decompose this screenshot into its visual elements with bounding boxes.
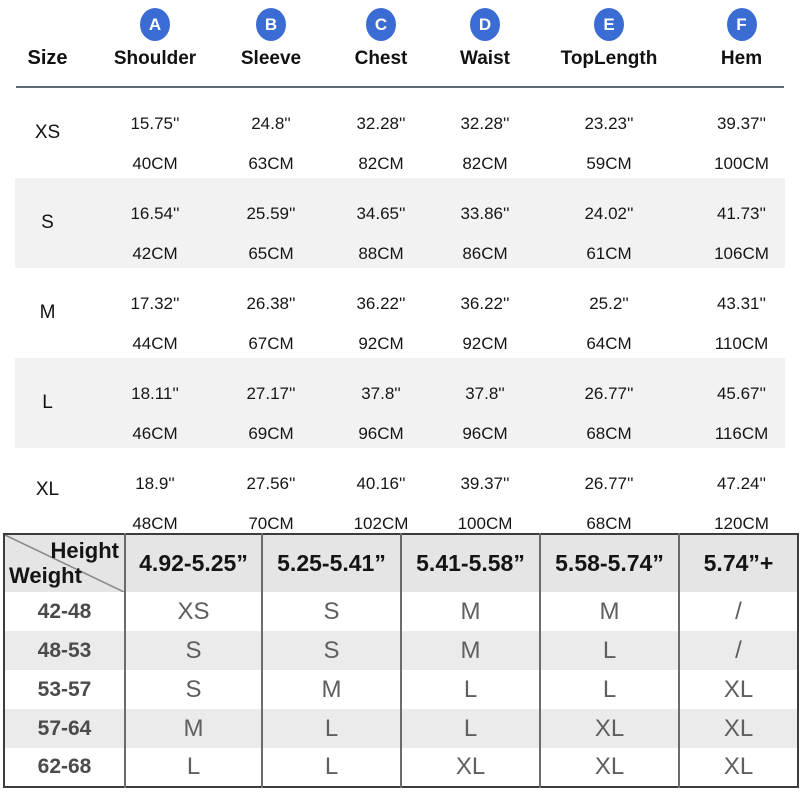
recommended-size: L	[540, 670, 679, 709]
recommended-size: S	[262, 592, 401, 631]
letter-badge-b-icon: B	[256, 8, 286, 41]
recommended-size: XL	[540, 748, 679, 787]
inch-value: 37.8''	[465, 384, 505, 403]
measurement-cell	[327, 88, 435, 178]
cm-value: 100CM	[714, 154, 769, 173]
measurement-cell	[95, 88, 215, 178]
inch-value: 27.17''	[246, 384, 296, 403]
inch-value: 32.28''	[356, 114, 406, 133]
recommended-size: M	[401, 631, 540, 670]
cm-value: 40CM	[132, 154, 178, 173]
cm-value: 88CM	[358, 244, 404, 263]
recommended-size: XS	[125, 592, 262, 631]
cm-value: 96CM	[462, 424, 508, 443]
cm-value: 82CM	[462, 154, 508, 173]
recommended-size: XL	[679, 670, 798, 709]
inch-value: 23.23''	[584, 114, 634, 133]
fit-row-42-48	[4, 592, 798, 631]
recommended-size: XL	[401, 748, 540, 787]
inch-value: 33.86''	[460, 204, 510, 223]
size-row-label: M	[39, 302, 56, 323]
fit-row-62-68	[4, 748, 798, 787]
column-label: Sleeve	[240, 48, 302, 69]
column-header-shoulder	[95, 0, 215, 86]
recommended-size: L	[262, 748, 401, 787]
column-header-sleeve	[215, 0, 327, 86]
inch-value: 41.73''	[716, 204, 767, 223]
inch-value: 25.2''	[589, 294, 629, 313]
measurement-cell	[327, 178, 435, 268]
measurement-row-xs	[0, 88, 800, 178]
height-corner-label: Height	[50, 538, 119, 563]
inch-value: 16.54''	[130, 204, 180, 223]
letter-badge-c-icon: C	[366, 8, 396, 41]
fit-row-48-53	[4, 631, 798, 670]
height-range-header: 4.92-5.25”	[125, 534, 262, 592]
recommended-size: L	[540, 631, 679, 670]
height-weight-corner-cell	[4, 534, 125, 592]
column-header-waist	[435, 0, 535, 86]
measurement-cell	[435, 358, 535, 448]
inch-value: 36.22''	[460, 294, 510, 313]
recommended-size: M	[401, 592, 540, 631]
measurement-cell	[683, 448, 800, 532]
measurement-cell	[435, 178, 535, 268]
cm-value: 48CM	[132, 514, 178, 533]
height-range-header: 5.58-5.74”	[540, 534, 679, 592]
measurement-cell	[215, 268, 327, 358]
letter-badge-f-icon: F	[727, 8, 757, 41]
measurement-cell	[683, 88, 800, 178]
recommended-size: M	[125, 709, 262, 748]
cm-value: 44CM	[132, 334, 178, 353]
recommended-size: S	[125, 631, 262, 670]
measurement-row-m	[0, 268, 800, 358]
recommended-size: M	[262, 670, 401, 709]
cm-value: 65CM	[248, 244, 294, 263]
measurement-cell	[215, 358, 327, 448]
size-column-header: Size	[27, 47, 68, 69]
column-header-hem	[683, 0, 800, 86]
inch-value: 40.16''	[356, 474, 406, 493]
size-row-label: S	[41, 212, 54, 233]
letter-badge-d-icon: D	[470, 8, 500, 41]
recommended-size: M	[540, 592, 679, 631]
inch-value: 43.31''	[716, 294, 767, 313]
recommended-size: L	[125, 748, 262, 787]
weight-corner-label: Weight	[9, 563, 82, 588]
cm-value: 63CM	[248, 154, 294, 173]
measurement-cell	[535, 178, 683, 268]
cm-value: 96CM	[358, 424, 404, 443]
inch-value: 37.8''	[361, 384, 401, 403]
recommended-size: /	[679, 592, 798, 631]
cm-value: 59CM	[586, 154, 632, 173]
cm-value: 69CM	[248, 424, 294, 443]
measurement-cell	[535, 268, 683, 358]
cm-value: 68CM	[586, 424, 632, 443]
weight-range-label: 48-53	[4, 631, 125, 670]
measurement-cell	[95, 358, 215, 448]
weight-range-label: 57-64	[4, 709, 125, 748]
size-row-label: L	[42, 392, 53, 413]
measurement-cell	[435, 448, 535, 532]
cm-value: 92CM	[462, 334, 508, 353]
inch-value: 36.22''	[356, 294, 406, 313]
cm-value: 116CM	[714, 424, 769, 443]
weight-range-label: 62-68	[37, 755, 92, 778]
recommended-size: S	[262, 631, 401, 670]
recommended-size: L	[401, 709, 540, 748]
inch-value: 26.77''	[584, 474, 634, 493]
measurement-cell	[327, 268, 435, 358]
cm-value: 82CM	[358, 154, 404, 173]
height-range-header: 5.25-5.41”	[262, 534, 401, 592]
cm-value: 120CM	[714, 514, 769, 533]
measurement-cell	[683, 178, 800, 268]
inch-value: 15.75''	[130, 114, 180, 133]
recommended-size: L	[262, 709, 401, 748]
fit-row-57-64	[4, 709, 798, 748]
inch-value: 17.32''	[130, 294, 180, 313]
measurement-row-l	[0, 358, 800, 448]
recommended-size: XL	[540, 709, 679, 748]
measurement-cell	[95, 268, 215, 358]
inch-value: 32.28''	[460, 114, 510, 133]
measurement-cell	[435, 88, 535, 178]
inch-value: 47.24''	[716, 474, 767, 493]
cm-value: 70CM	[248, 514, 294, 533]
measurement-row-xl	[0, 448, 800, 533]
recommended-size: L	[401, 670, 540, 709]
inch-value: 39.37''	[716, 114, 767, 133]
fit-recommendation-table	[3, 533, 799, 788]
measurement-cell	[215, 448, 327, 532]
cm-value: 106CM	[714, 244, 769, 263]
measurement-cell	[535, 358, 683, 448]
inch-value: 24.8''	[251, 114, 291, 133]
size-row-label: XL	[35, 479, 60, 500]
column-label: Hem	[720, 48, 763, 69]
weight-range-label: 42-48	[37, 599, 92, 623]
column-label: Chest	[354, 48, 408, 69]
measurement-cell	[683, 268, 800, 358]
measurement-cell	[535, 88, 683, 178]
measurement-cell	[535, 448, 683, 532]
column-header-toplength	[535, 0, 683, 86]
fit-table-header-row	[4, 534, 798, 592]
inch-value: 24.02''	[584, 204, 634, 223]
measurement-cell	[95, 448, 215, 532]
cm-value: 68CM	[586, 514, 632, 533]
measurement-cell	[215, 88, 327, 178]
measurement-cell	[95, 178, 215, 268]
inch-value: 25.59''	[246, 204, 296, 223]
letter-badge-e-icon: E	[594, 8, 624, 41]
cm-value: 92CM	[358, 334, 404, 353]
measurement-table-header	[0, 0, 800, 86]
inch-value: 39.37''	[460, 474, 510, 493]
cm-value: 67CM	[248, 334, 294, 353]
cm-value: 102CM	[353, 514, 409, 533]
recommended-size: XL	[679, 748, 798, 787]
column-header-chest	[327, 0, 435, 86]
measurement-cell	[327, 448, 435, 532]
inch-value: 18.11''	[131, 384, 179, 403]
measurement-cell	[327, 358, 435, 448]
measurement-row-s	[0, 178, 800, 268]
column-label: Waist	[460, 48, 510, 69]
cm-value: 110CM	[714, 334, 769, 353]
measurement-cell	[683, 358, 800, 448]
fit-row-53-57	[4, 670, 798, 709]
weight-range-label: 53-57	[37, 677, 92, 701]
height-range-header: 5.74”+	[679, 534, 798, 592]
inch-value: 26.77''	[584, 384, 634, 403]
cm-value: 64CM	[586, 334, 632, 353]
inch-value: 45.67''	[716, 384, 767, 403]
column-label: TopLength	[560, 48, 658, 69]
column-label: Shoulder	[113, 48, 197, 69]
measurement-cell	[215, 178, 327, 268]
cm-value: 61CM	[586, 244, 632, 263]
recommended-size: XL	[679, 709, 798, 748]
letter-badge-a-icon: A	[140, 8, 170, 41]
height-range-header: 5.41-5.58”	[401, 534, 540, 592]
cm-value: 42CM	[132, 244, 178, 263]
size-row-label: XS	[34, 122, 61, 143]
inch-value: 34.65''	[356, 204, 406, 223]
recommended-size: /	[679, 631, 798, 670]
inch-value: 18.9''	[135, 474, 175, 493]
measurement-cell	[435, 268, 535, 358]
inch-value: 27.56''	[246, 474, 296, 493]
recommended-size: S	[125, 670, 262, 709]
cm-value: 46CM	[132, 424, 178, 443]
cm-value: 100CM	[457, 514, 513, 533]
inch-value: 26.38''	[246, 294, 296, 313]
cm-value: 86CM	[462, 244, 508, 263]
